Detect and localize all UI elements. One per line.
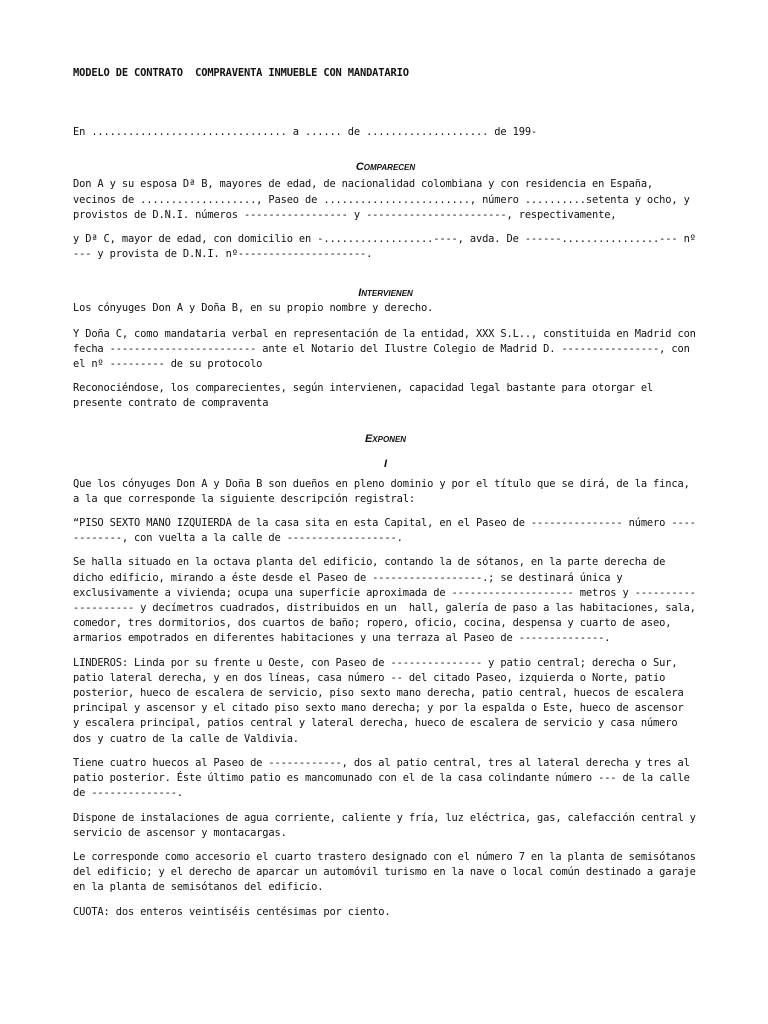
paragraph-accessories: Le corresponde como accesorio el cuarto trastero designado con el número 7 en la planta de semisótanos del edificio; y el derecho de aparcar un automóvil turismo en la nave o local común destinado a garaje en la planta de semisótanos del edificio. <box>73 850 702 894</box>
paragraph-installations: Dispone de instalaciones de agua corriente, caliente y fría, luz eléctrica, gas, calefacción central y servicio de ascensor y montacargas. <box>73 811 702 839</box>
paragraph-mandataria: Y Doña C, como mandataria verbal en representación de la entidad, XXX S.L.., constituida en Madrid con fecha ------------------------ ante el Notario del Ilustre Colegio de Madrid D. ----------------, con el nº --------- de su protocolo <box>73 327 702 371</box>
paragraph-linderos: LINDEROS: Linda por su frente u Oeste, con Paseo de --------------- y patio central; derecha o Sur, patio lateral derecha, y en dos líneas, casa número -- del citado Paseo, izquierda o Norte, patio posterior, hueco de escalera de servicio, piso sexto mano derecha, patio central, huecos de escalera principal y ascensor y el citado piso sexto mano derecha; y por la espalda o Este, hueco de ascensor y escalera principal, patios central y lateral derecha, hueco de escalera de servicio y casa número dos y cuatro de la calle de Valdivia. <box>73 656 696 745</box>
paragraph-legal-capacity: Reconociéndose, los comparecientes, según intervienen, capacidad legal bastante para otorgar el presente contrato de compraventa <box>73 382 660 410</box>
paragraph-party-c: y Dª C, mayor de edad, con domicilio en -..................----, avda. De ------................--- nº --- y provista de D.N.I. nº---------------------. <box>73 233 702 261</box>
paragraph-ownership: Que los cónyuges Don A y Doña B son dueños en pleno dominio y por el título que se dirá, de la finca, a la que corresponde la siguiente descripción registral: <box>73 477 696 505</box>
section-heading-intervienen: Intervienen <box>358 287 413 300</box>
document-body <box>73 66 702 920</box>
paragraph-parties-ab: Don A y su esposa Dª B, mayores de edad, de nacionalidad colombiana y con residencia en España, vecinos de ..................., Paseo de ........................, número ..........setenta y ocho, y provistos de D.N.I. números ----------------- y -----------------------, respectivamente, <box>73 178 696 221</box>
section-number-roman-one: I <box>383 457 388 470</box>
paragraph-location-layout: Se halla situado en la octava planta del edificio, contando la de sótanos, en la parte derecha de dicho edificio, mirando a éste desde el Paseo de ------------------.; se destinará única y exclusivamente a vivienda; ocupa una superficie aproximada de -------------------- metros y -------------------- y decímetros cuadrados, distribuidos en un hall, galería de paso a las habitaciones, sala, comedor, tres dormitorios, dos cuartos de baño; ropero, oficio, cocina, despensa y cuarto de aseo, armarios empotrados en diferentes habitaciones y una terraza al Paseo de --------------. <box>73 556 702 645</box>
paragraph-openings: Tiene cuatro huecos al Paseo de ------------, dos al patio central, tres al lateral derecha y tres al patio posterior. Éste último patio es mancomunado con el de la casa colindante número --- de la calle de --------------. <box>73 756 696 800</box>
paragraph-spouses-capacity: Los cónyuges Don A y Doña B, en su propio nombre y derecho. <box>73 302 434 315</box>
section-heading-comparecen: Comparecen <box>355 161 416 174</box>
section-heading-exponen: Exponen <box>364 432 407 445</box>
place-date-line: En ................................ a ...... de .................... de 199- <box>73 126 538 139</box>
paragraph-property-description: “PISO SEXTO MANO IZQUIERDA de la casa sita en esta Capital, en el Paseo de --------------- número ------------, con vuelta a la calle de ------------------. <box>73 517 696 545</box>
document-title: MODELO DE CONTRATO COMPRAVENTA INMUEBLE CON MANDATARIO <box>73 67 409 79</box>
paragraph-cuota: CUOTA: dos enteros veintiséis centésimas por ciento. <box>73 905 391 918</box>
